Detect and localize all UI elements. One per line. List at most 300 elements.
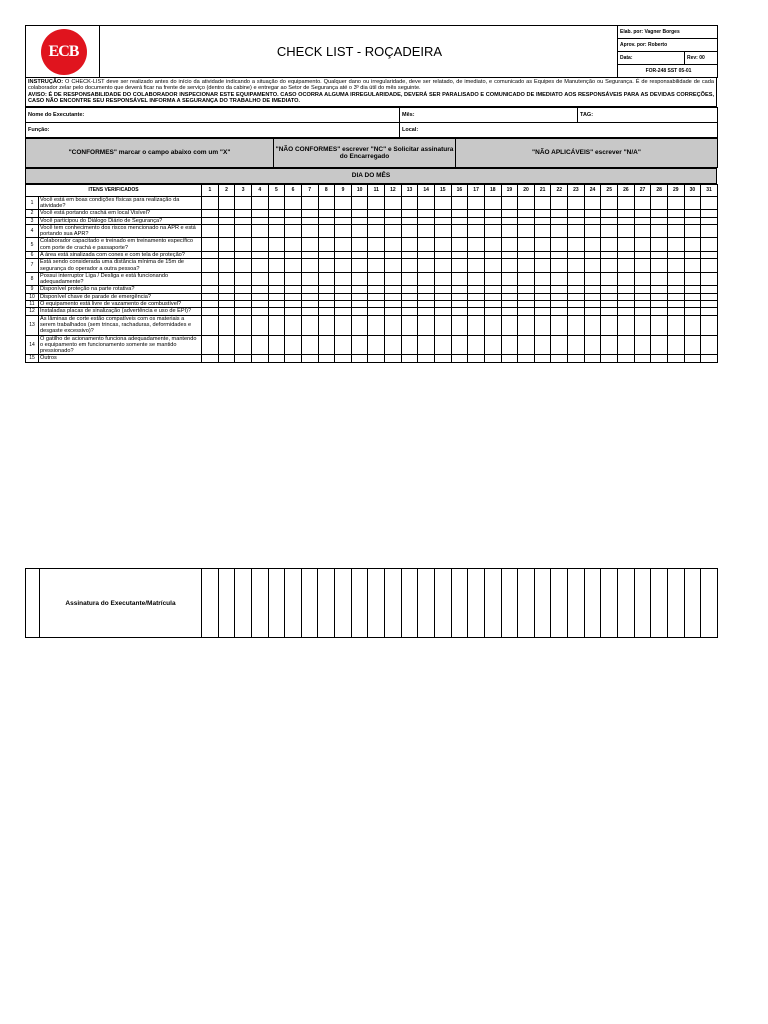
day-check-cell[interactable] xyxy=(501,259,518,273)
day-check-cell[interactable] xyxy=(684,217,701,224)
day-check-cell[interactable] xyxy=(434,238,451,252)
day-check-cell[interactable] xyxy=(568,286,585,293)
day-check-cell[interactable] xyxy=(451,286,468,293)
day-check-cell[interactable] xyxy=(351,259,368,273)
day-check-cell[interactable] xyxy=(534,293,551,300)
day-check-cell[interactable] xyxy=(501,308,518,315)
day-check-cell[interactable] xyxy=(318,355,335,362)
day-check-cell[interactable] xyxy=(301,272,318,286)
signature-day-cell[interactable] xyxy=(318,569,335,638)
day-check-cell[interactable] xyxy=(518,355,535,362)
day-check-cell[interactable] xyxy=(235,286,252,293)
day-check-cell[interactable] xyxy=(351,293,368,300)
day-check-cell[interactable] xyxy=(385,355,402,362)
day-check-cell[interactable] xyxy=(434,301,451,308)
day-check-cell[interactable] xyxy=(202,335,219,355)
day-check-cell[interactable] xyxy=(584,335,601,355)
day-check-cell[interactable] xyxy=(568,238,585,252)
day-check-cell[interactable] xyxy=(601,315,618,335)
day-check-cell[interactable] xyxy=(235,301,252,308)
day-check-cell[interactable] xyxy=(684,272,701,286)
day-check-cell[interactable] xyxy=(368,301,385,308)
day-check-cell[interactable] xyxy=(701,238,718,252)
day-check-cell[interactable] xyxy=(701,210,718,217)
day-check-cell[interactable] xyxy=(618,315,635,335)
signature-day-cell[interactable] xyxy=(701,569,718,638)
day-check-cell[interactable] xyxy=(434,252,451,259)
day-check-cell[interactable] xyxy=(301,259,318,273)
day-check-cell[interactable] xyxy=(301,315,318,335)
day-check-cell[interactable] xyxy=(335,217,352,224)
day-check-cell[interactable] xyxy=(418,238,435,252)
day-check-cell[interactable] xyxy=(501,301,518,308)
day-check-cell[interactable] xyxy=(318,293,335,300)
day-check-cell[interactable] xyxy=(285,301,302,308)
day-check-cell[interactable] xyxy=(684,301,701,308)
day-check-cell[interactable] xyxy=(268,286,285,293)
signature-day-cell[interactable] xyxy=(368,569,385,638)
day-check-cell[interactable] xyxy=(401,308,418,315)
day-check-cell[interactable] xyxy=(335,315,352,335)
day-check-cell[interactable] xyxy=(684,286,701,293)
day-check-cell[interactable] xyxy=(451,238,468,252)
day-check-cell[interactable] xyxy=(301,355,318,362)
day-check-cell[interactable] xyxy=(268,217,285,224)
day-check-cell[interactable] xyxy=(218,335,235,355)
day-check-cell[interactable] xyxy=(368,238,385,252)
day-check-cell[interactable] xyxy=(368,252,385,259)
day-check-cell[interactable] xyxy=(701,217,718,224)
day-check-cell[interactable] xyxy=(401,272,418,286)
day-check-cell[interactable] xyxy=(501,286,518,293)
day-check-cell[interactable] xyxy=(285,293,302,300)
day-check-cell[interactable] xyxy=(451,335,468,355)
day-check-cell[interactable] xyxy=(318,308,335,315)
day-check-cell[interactable] xyxy=(584,286,601,293)
day-check-cell[interactable] xyxy=(451,355,468,362)
day-check-cell[interactable] xyxy=(368,224,385,238)
day-check-cell[interactable] xyxy=(451,252,468,259)
day-check-cell[interactable] xyxy=(518,238,535,252)
day-check-cell[interactable] xyxy=(667,272,684,286)
day-check-cell[interactable] xyxy=(667,259,684,273)
day-check-cell[interactable] xyxy=(434,335,451,355)
day-check-cell[interactable] xyxy=(618,259,635,273)
day-check-cell[interactable] xyxy=(568,335,585,355)
day-check-cell[interactable] xyxy=(518,308,535,315)
day-check-cell[interactable] xyxy=(501,210,518,217)
day-check-cell[interactable] xyxy=(251,272,268,286)
day-check-cell[interactable] xyxy=(268,315,285,335)
day-check-cell[interactable] xyxy=(684,335,701,355)
day-check-cell[interactable] xyxy=(451,210,468,217)
day-check-cell[interactable] xyxy=(551,293,568,300)
day-check-cell[interactable] xyxy=(218,315,235,335)
day-check-cell[interactable] xyxy=(501,238,518,252)
day-check-cell[interactable] xyxy=(651,272,668,286)
day-check-cell[interactable] xyxy=(301,210,318,217)
day-check-cell[interactable] xyxy=(634,293,651,300)
day-check-cell[interactable] xyxy=(618,196,635,210)
executante-field[interactable]: Nome do Executante: xyxy=(26,107,400,122)
day-check-cell[interactable] xyxy=(634,217,651,224)
day-check-cell[interactable] xyxy=(701,308,718,315)
day-check-cell[interactable] xyxy=(634,301,651,308)
day-check-cell[interactable] xyxy=(418,335,435,355)
day-check-cell[interactable] xyxy=(584,238,601,252)
day-check-cell[interactable] xyxy=(651,355,668,362)
day-check-cell[interactable] xyxy=(518,259,535,273)
day-check-cell[interactable] xyxy=(268,259,285,273)
day-check-cell[interactable] xyxy=(385,301,402,308)
day-check-cell[interactable] xyxy=(368,272,385,286)
day-check-cell[interactable] xyxy=(568,252,585,259)
day-check-cell[interactable] xyxy=(434,272,451,286)
day-check-cell[interactable] xyxy=(518,217,535,224)
day-check-cell[interactable] xyxy=(667,196,684,210)
signature-day-cell[interactable] xyxy=(235,569,252,638)
day-check-cell[interactable] xyxy=(634,224,651,238)
day-check-cell[interactable] xyxy=(584,315,601,335)
day-check-cell[interactable] xyxy=(401,335,418,355)
tag-field[interactable]: TAG: xyxy=(578,107,718,122)
day-check-cell[interactable] xyxy=(335,293,352,300)
day-check-cell[interactable] xyxy=(268,308,285,315)
day-check-cell[interactable] xyxy=(568,217,585,224)
day-check-cell[interactable] xyxy=(534,217,551,224)
day-check-cell[interactable] xyxy=(601,293,618,300)
day-check-cell[interactable] xyxy=(218,217,235,224)
day-check-cell[interactable] xyxy=(301,335,318,355)
day-check-cell[interactable] xyxy=(268,224,285,238)
day-check-cell[interactable] xyxy=(318,259,335,273)
day-check-cell[interactable] xyxy=(434,355,451,362)
day-check-cell[interactable] xyxy=(551,272,568,286)
day-check-cell[interactable] xyxy=(318,217,335,224)
day-check-cell[interactable] xyxy=(401,315,418,335)
signature-day-cell[interactable] xyxy=(251,569,268,638)
day-check-cell[interactable] xyxy=(235,238,252,252)
day-check-cell[interactable] xyxy=(301,308,318,315)
day-check-cell[interactable] xyxy=(468,355,485,362)
day-check-cell[interactable] xyxy=(551,286,568,293)
day-check-cell[interactable] xyxy=(351,238,368,252)
day-check-cell[interactable] xyxy=(301,238,318,252)
day-check-cell[interactable] xyxy=(202,286,219,293)
day-check-cell[interactable] xyxy=(468,252,485,259)
day-check-cell[interactable] xyxy=(518,286,535,293)
signature-day-cell[interactable] xyxy=(551,569,568,638)
day-check-cell[interactable] xyxy=(268,355,285,362)
day-check-cell[interactable] xyxy=(484,301,501,308)
day-check-cell[interactable] xyxy=(351,224,368,238)
day-check-cell[interactable] xyxy=(568,315,585,335)
day-check-cell[interactable] xyxy=(634,308,651,315)
signature-day-cell[interactable] xyxy=(684,569,701,638)
day-check-cell[interactable] xyxy=(268,210,285,217)
day-check-cell[interactable] xyxy=(434,217,451,224)
day-check-cell[interactable] xyxy=(251,259,268,273)
signature-day-cell[interactable] xyxy=(285,569,302,638)
day-check-cell[interactable] xyxy=(351,217,368,224)
day-check-cell[interactable] xyxy=(618,252,635,259)
day-check-cell[interactable] xyxy=(385,217,402,224)
day-check-cell[interactable] xyxy=(318,286,335,293)
day-check-cell[interactable] xyxy=(484,335,501,355)
day-check-cell[interactable] xyxy=(351,196,368,210)
day-check-cell[interactable] xyxy=(301,301,318,308)
day-check-cell[interactable] xyxy=(351,355,368,362)
day-check-cell[interactable] xyxy=(468,259,485,273)
day-check-cell[interactable] xyxy=(285,335,302,355)
day-check-cell[interactable] xyxy=(235,217,252,224)
day-check-cell[interactable] xyxy=(335,210,352,217)
day-check-cell[interactable] xyxy=(351,301,368,308)
signature-day-cell[interactable] xyxy=(667,569,684,638)
day-check-cell[interactable] xyxy=(251,315,268,335)
day-check-cell[interactable] xyxy=(251,224,268,238)
signature-day-cell[interactable] xyxy=(434,569,451,638)
day-check-cell[interactable] xyxy=(634,272,651,286)
day-check-cell[interactable] xyxy=(701,272,718,286)
day-check-cell[interactable] xyxy=(551,308,568,315)
day-check-cell[interactable] xyxy=(584,217,601,224)
day-check-cell[interactable] xyxy=(285,259,302,273)
day-check-cell[interactable] xyxy=(551,315,568,335)
day-check-cell[interactable] xyxy=(235,210,252,217)
day-check-cell[interactable] xyxy=(651,335,668,355)
day-check-cell[interactable] xyxy=(584,293,601,300)
day-check-cell[interactable] xyxy=(667,301,684,308)
day-check-cell[interactable] xyxy=(202,210,219,217)
day-check-cell[interactable] xyxy=(218,308,235,315)
day-check-cell[interactable] xyxy=(301,286,318,293)
day-check-cell[interactable] xyxy=(484,286,501,293)
signature-day-cell[interactable] xyxy=(518,569,535,638)
day-check-cell[interactable] xyxy=(451,224,468,238)
day-check-cell[interactable] xyxy=(568,293,585,300)
day-check-cell[interactable] xyxy=(701,224,718,238)
day-check-cell[interactable] xyxy=(484,355,501,362)
signature-day-cell[interactable] xyxy=(484,569,501,638)
day-check-cell[interactable] xyxy=(618,272,635,286)
day-check-cell[interactable] xyxy=(285,238,302,252)
day-check-cell[interactable] xyxy=(584,259,601,273)
day-check-cell[interactable] xyxy=(335,308,352,315)
day-check-cell[interactable] xyxy=(701,293,718,300)
day-check-cell[interactable] xyxy=(534,355,551,362)
day-check-cell[interactable] xyxy=(418,272,435,286)
day-check-cell[interactable] xyxy=(401,286,418,293)
signature-day-cell[interactable] xyxy=(401,569,418,638)
day-check-cell[interactable] xyxy=(401,238,418,252)
day-check-cell[interactable] xyxy=(251,293,268,300)
day-check-cell[interactable] xyxy=(401,355,418,362)
day-check-cell[interactable] xyxy=(301,293,318,300)
day-check-cell[interactable] xyxy=(434,196,451,210)
day-check-cell[interactable] xyxy=(651,252,668,259)
day-check-cell[interactable] xyxy=(335,301,352,308)
day-check-cell[interactable] xyxy=(501,217,518,224)
day-check-cell[interactable] xyxy=(534,196,551,210)
day-check-cell[interactable] xyxy=(268,252,285,259)
day-check-cell[interactable] xyxy=(468,238,485,252)
day-check-cell[interactable] xyxy=(385,293,402,300)
day-check-cell[interactable] xyxy=(385,272,402,286)
day-check-cell[interactable] xyxy=(701,259,718,273)
day-check-cell[interactable] xyxy=(251,355,268,362)
signature-day-cell[interactable] xyxy=(451,569,468,638)
day-check-cell[interactable] xyxy=(401,196,418,210)
day-check-cell[interactable] xyxy=(202,308,219,315)
day-check-cell[interactable] xyxy=(202,217,219,224)
day-check-cell[interactable] xyxy=(202,355,219,362)
day-check-cell[interactable] xyxy=(318,272,335,286)
signature-day-cell[interactable] xyxy=(218,569,235,638)
day-check-cell[interactable] xyxy=(218,259,235,273)
day-check-cell[interactable] xyxy=(701,286,718,293)
day-check-cell[interactable] xyxy=(601,272,618,286)
day-check-cell[interactable] xyxy=(268,272,285,286)
day-check-cell[interactable] xyxy=(667,224,684,238)
day-check-cell[interactable] xyxy=(701,315,718,335)
day-check-cell[interactable] xyxy=(684,259,701,273)
day-check-cell[interactable] xyxy=(202,224,219,238)
funcao-field[interactable]: Função: xyxy=(26,122,400,137)
day-check-cell[interactable] xyxy=(534,272,551,286)
day-check-cell[interactable] xyxy=(418,308,435,315)
day-check-cell[interactable] xyxy=(251,286,268,293)
day-check-cell[interactable] xyxy=(484,308,501,315)
day-check-cell[interactable] xyxy=(684,293,701,300)
day-check-cell[interactable] xyxy=(418,293,435,300)
day-check-cell[interactable] xyxy=(368,355,385,362)
day-check-cell[interactable] xyxy=(434,286,451,293)
day-check-cell[interactable] xyxy=(385,224,402,238)
day-check-cell[interactable] xyxy=(601,217,618,224)
day-check-cell[interactable] xyxy=(518,293,535,300)
day-check-cell[interactable] xyxy=(285,286,302,293)
day-check-cell[interactable] xyxy=(434,293,451,300)
day-check-cell[interactable] xyxy=(268,335,285,355)
day-check-cell[interactable] xyxy=(568,210,585,217)
day-check-cell[interactable] xyxy=(418,301,435,308)
day-check-cell[interactable] xyxy=(468,301,485,308)
day-check-cell[interactable] xyxy=(235,355,252,362)
signature-day-cell[interactable] xyxy=(651,569,668,638)
day-check-cell[interactable] xyxy=(418,217,435,224)
day-check-cell[interactable] xyxy=(484,196,501,210)
day-check-cell[interactable] xyxy=(268,238,285,252)
day-check-cell[interactable] xyxy=(651,217,668,224)
day-check-cell[interactable] xyxy=(484,210,501,217)
day-check-cell[interactable] xyxy=(451,315,468,335)
day-check-cell[interactable] xyxy=(684,308,701,315)
day-check-cell[interactable] xyxy=(634,210,651,217)
day-check-cell[interactable] xyxy=(534,301,551,308)
day-check-cell[interactable] xyxy=(684,238,701,252)
day-check-cell[interactable] xyxy=(268,293,285,300)
day-check-cell[interactable] xyxy=(301,252,318,259)
day-check-cell[interactable] xyxy=(618,210,635,217)
signature-day-cell[interactable] xyxy=(568,569,585,638)
day-check-cell[interactable] xyxy=(618,224,635,238)
day-check-cell[interactable] xyxy=(584,210,601,217)
signature-day-cell[interactable] xyxy=(385,569,402,638)
day-check-cell[interactable] xyxy=(318,210,335,217)
day-check-cell[interactable] xyxy=(667,252,684,259)
day-check-cell[interactable] xyxy=(601,259,618,273)
signature-day-cell[interactable] xyxy=(301,569,318,638)
day-check-cell[interactable] xyxy=(701,335,718,355)
day-check-cell[interactable] xyxy=(684,196,701,210)
day-check-cell[interactable] xyxy=(551,252,568,259)
day-check-cell[interactable] xyxy=(251,308,268,315)
day-check-cell[interactable] xyxy=(484,238,501,252)
day-check-cell[interactable] xyxy=(335,355,352,362)
day-check-cell[interactable] xyxy=(651,315,668,335)
day-check-cell[interactable] xyxy=(351,272,368,286)
day-check-cell[interactable] xyxy=(584,272,601,286)
day-check-cell[interactable] xyxy=(368,293,385,300)
day-check-cell[interactable] xyxy=(251,196,268,210)
day-check-cell[interactable] xyxy=(518,301,535,308)
day-check-cell[interactable] xyxy=(651,238,668,252)
day-check-cell[interactable] xyxy=(518,252,535,259)
day-check-cell[interactable] xyxy=(418,315,435,335)
day-check-cell[interactable] xyxy=(218,210,235,217)
day-check-cell[interactable] xyxy=(418,210,435,217)
day-check-cell[interactable] xyxy=(235,259,252,273)
day-check-cell[interactable] xyxy=(268,196,285,210)
day-check-cell[interactable] xyxy=(634,252,651,259)
day-check-cell[interactable] xyxy=(601,335,618,355)
day-check-cell[interactable] xyxy=(684,252,701,259)
day-check-cell[interactable] xyxy=(268,301,285,308)
day-check-cell[interactable] xyxy=(468,217,485,224)
day-check-cell[interactable] xyxy=(451,259,468,273)
day-check-cell[interactable] xyxy=(701,196,718,210)
day-check-cell[interactable] xyxy=(584,252,601,259)
day-check-cell[interactable] xyxy=(218,355,235,362)
signature-day-cell[interactable] xyxy=(351,569,368,638)
day-check-cell[interactable] xyxy=(235,308,252,315)
day-check-cell[interactable] xyxy=(634,315,651,335)
day-check-cell[interactable] xyxy=(568,224,585,238)
mes-field[interactable]: Mês: xyxy=(400,107,578,122)
day-check-cell[interactable] xyxy=(202,259,219,273)
day-check-cell[interactable] xyxy=(385,252,402,259)
day-check-cell[interactable] xyxy=(618,308,635,315)
day-check-cell[interactable] xyxy=(385,259,402,273)
day-check-cell[interactable] xyxy=(601,286,618,293)
day-check-cell[interactable] xyxy=(484,224,501,238)
day-check-cell[interactable] xyxy=(534,259,551,273)
day-check-cell[interactable] xyxy=(701,355,718,362)
day-check-cell[interactable] xyxy=(484,259,501,273)
day-check-cell[interactable] xyxy=(318,196,335,210)
day-check-cell[interactable] xyxy=(434,315,451,335)
day-check-cell[interactable] xyxy=(301,217,318,224)
day-check-cell[interactable] xyxy=(534,335,551,355)
day-check-cell[interactable] xyxy=(335,259,352,273)
day-check-cell[interactable] xyxy=(634,196,651,210)
day-check-cell[interactable] xyxy=(584,301,601,308)
signature-day-cell[interactable] xyxy=(468,569,485,638)
day-check-cell[interactable] xyxy=(701,301,718,308)
day-check-cell[interactable] xyxy=(568,259,585,273)
day-check-cell[interactable] xyxy=(218,293,235,300)
